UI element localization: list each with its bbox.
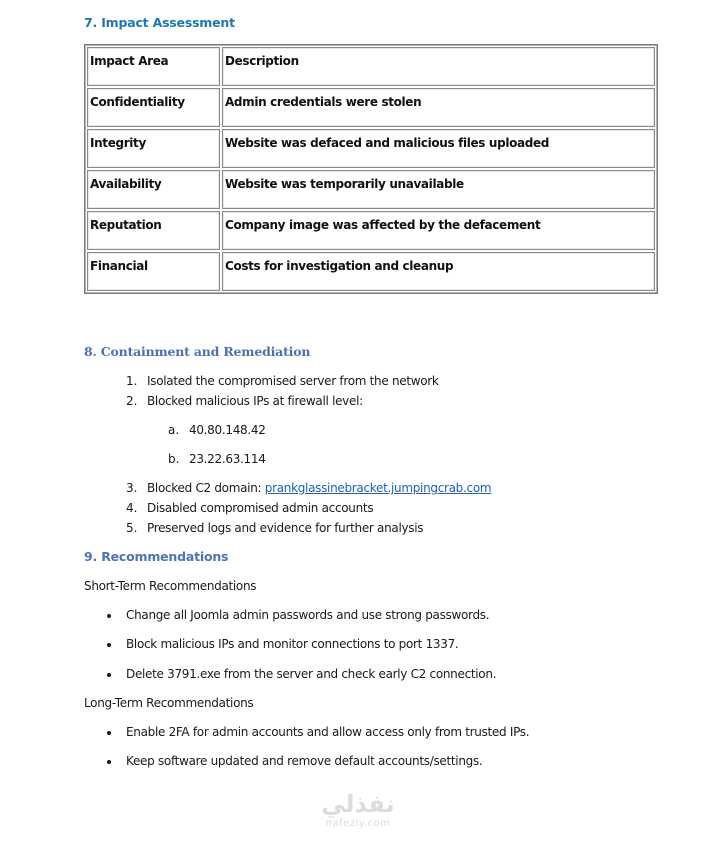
section-heading-containment: 8. Containment and Remediation (84, 344, 311, 359)
table-cell-description: Website was temporarily unavailable (222, 170, 655, 209)
table-cell-description: Website was defaced and malicious files uploaded (222, 129, 655, 168)
list-number: 3. (126, 481, 138, 495)
table-cell-description: Company image was affected by the defacement (222, 211, 655, 250)
table-header-cell: Description (222, 47, 655, 86)
watermark-arabic-logo: نفذلي (321, 790, 395, 818)
short-term-label: Short-Term Recommendations (84, 579, 257, 593)
c2-domain-link[interactable]: prankglassinebracket.jumpingcrab.com (264, 481, 492, 495)
bullet-icon (107, 731, 111, 735)
list-item: Disabled compromised admin accounts (147, 501, 374, 515)
table-cell-impact-area: Integrity (87, 129, 220, 168)
table-row (87, 170, 655, 209)
list-number: 5. (126, 521, 138, 535)
list-item: Isolated the compromised server from the network (147, 374, 439, 388)
bullet-icon (107, 673, 111, 677)
table-cell-impact-area: Financial (87, 252, 220, 291)
table-cell-impact-area: Confidentiality (87, 88, 220, 127)
impact-assessment-table (84, 44, 658, 294)
list-item: Enable 2FA for admin accounts and allow access only from trusted IPs. (126, 725, 530, 739)
section-heading-recommendations: 9. Recommendations (84, 549, 229, 564)
list-item (147, 481, 491, 495)
bullet-icon (107, 643, 111, 647)
bullet-icon (107, 614, 111, 618)
table-cell-impact-area: Availability (87, 170, 220, 209)
list-item-text: Blocked C2 domain: (147, 481, 265, 495)
long-term-label: Long-Term Recommendations (84, 696, 254, 710)
table-cell-impact-area: Reputation (87, 211, 220, 250)
list-item: Delete 3791.exe from the server and check early C2 connection. (126, 667, 497, 681)
table-cell-description: Costs for investigation and cleanup (222, 252, 655, 291)
list-item: Change all Joomla admin passwords and use strong passwords. (126, 608, 490, 622)
sublist-item-ip: 40.80.148.42 (189, 423, 266, 437)
watermark-url: nafezly.com (325, 818, 391, 829)
list-item: Preserved logs and evidence for further analysis (147, 521, 424, 535)
table-row (87, 88, 655, 127)
list-number: 4. (126, 501, 138, 515)
table-row (87, 211, 655, 250)
table-row (87, 129, 655, 168)
sublist-item-ip: 23.22.63.114 (189, 452, 266, 466)
table-header-row (87, 47, 655, 86)
sublist-letter: b. (168, 452, 180, 466)
table-header-cell: Impact Area (87, 47, 220, 86)
list-item: Blocked malicious IPs at firewall level: (147, 394, 363, 408)
table-cell-description: Admin credentials were stolen (222, 88, 655, 127)
list-number: 2. (126, 394, 138, 408)
sublist-letter: a. (168, 423, 180, 437)
table-row (87, 252, 655, 291)
list-item: Block malicious IPs and monitor connections to port 1337. (126, 637, 459, 651)
list-item: Keep software updated and remove default accounts/settings. (126, 754, 483, 768)
section-heading-impact-assessment: 7. Impact Assessment (84, 15, 235, 30)
nafezly-watermark (306, 790, 410, 830)
bullet-icon (107, 760, 111, 764)
list-number: 1. (126, 374, 138, 388)
